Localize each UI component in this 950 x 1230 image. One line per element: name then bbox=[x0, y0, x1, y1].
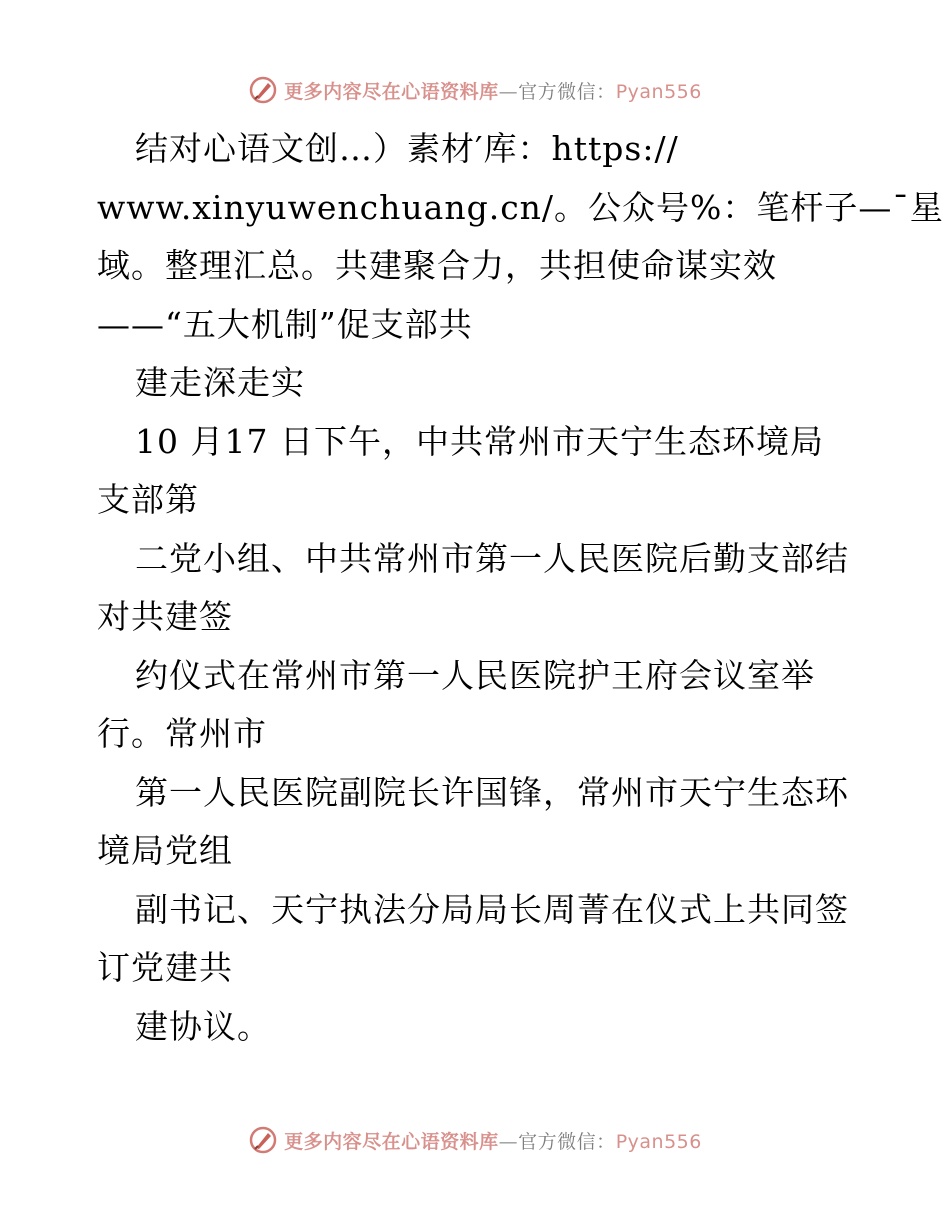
text-line-7: 支部第 bbox=[97, 480, 199, 519]
text-line-6: 10 月17 日下午，中共常州市天宁生态环境局 bbox=[135, 421, 824, 461]
watermark-id: Pyan556 bbox=[615, 1130, 702, 1153]
watermark-sub: 官方微信： bbox=[518, 1130, 616, 1153]
footer-watermark bbox=[0, 1120, 950, 1160]
watermark-text bbox=[284, 1127, 702, 1154]
text-line-10: 约仪式在常州市第一人民医院护王府会议室举 bbox=[135, 655, 815, 695]
watermark-dash: — bbox=[498, 1130, 519, 1153]
watermark-dash: — bbox=[498, 80, 519, 103]
text-line-2: www.xinyuwenchuang.cn/。公众号%：笔杆子—¯星 bbox=[97, 187, 944, 227]
text-line-3: 域。整理汇总。共建聚合力，共担使命谋实效 bbox=[97, 246, 777, 285]
text-line-8: 二党小组、中共常州市第一人民医院后勤支部结 bbox=[135, 538, 849, 578]
text-line-13: 境局党组 bbox=[97, 831, 233, 870]
text-line-9: 对共建签 bbox=[97, 597, 233, 636]
quill-logo-icon bbox=[248, 75, 278, 105]
quill-logo-icon bbox=[248, 1125, 278, 1155]
watermark-id: Pyan556 bbox=[615, 80, 702, 103]
text-line-11: 行。常州市 bbox=[97, 714, 267, 753]
text-line-15: 订党建共 bbox=[97, 948, 233, 987]
header-watermark bbox=[0, 70, 950, 110]
document-body bbox=[97, 120, 944, 1056]
text-line-4: ——“五大机制”促支部共 bbox=[97, 304, 473, 344]
text-line-12: 第一人民医院副院长许国锋，常州市天宁生态环 bbox=[135, 772, 849, 812]
text-line-14: 副书记、天宁执法分局局长周菁在仪式上共同签 bbox=[135, 889, 849, 929]
watermark-main: 更多内容尽在心语资料库 bbox=[284, 80, 499, 103]
text-line-16: 建协议。 bbox=[135, 1006, 271, 1046]
watermark-sub: 官方微信： bbox=[518, 80, 616, 103]
watermark-text bbox=[284, 77, 702, 104]
text-line-5: 建走深走实 bbox=[135, 363, 305, 402]
text-line-1: 结对心语文创…）素材′库：https:// bbox=[135, 129, 679, 168]
watermark-main: 更多内容尽在心语资料库 bbox=[284, 1130, 499, 1153]
